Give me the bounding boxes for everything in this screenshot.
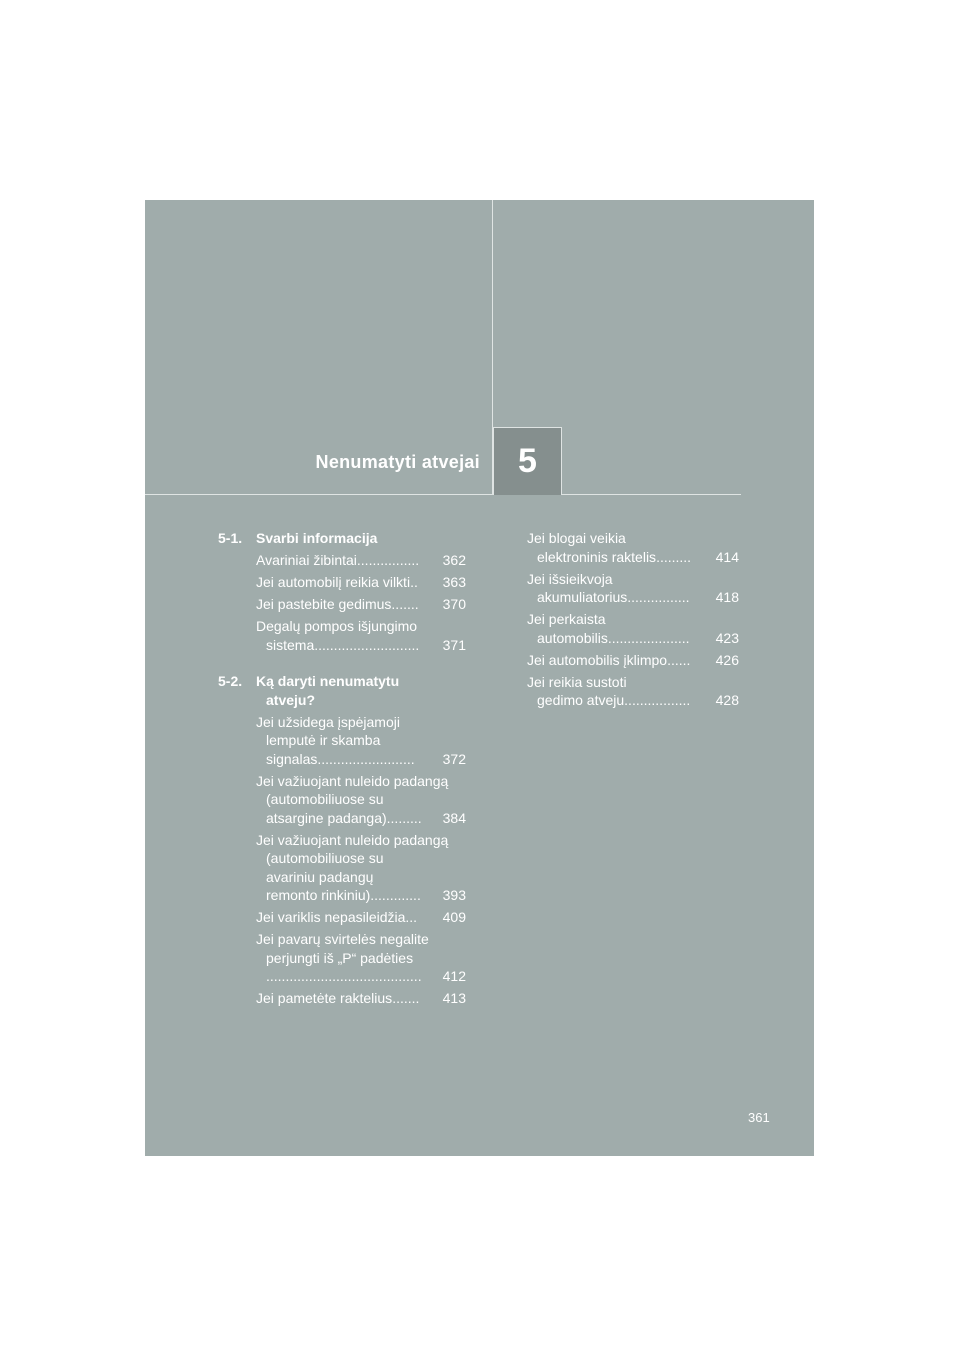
toc-leader-dots: ......... bbox=[656, 548, 692, 565]
toc-entry-line: Jei išsieikvoja bbox=[527, 570, 613, 587]
section-title-line: Ką daryti nenumatytu bbox=[256, 673, 400, 689]
toc-leader-dots: ........................................ bbox=[266, 968, 422, 984]
toc-page-ref: 409 bbox=[442, 909, 466, 925]
toc-entry-last-line bbox=[527, 629, 739, 648]
toc-entry-last-line bbox=[256, 573, 466, 592]
chapter-title: Nenumatyti atvejai bbox=[315, 452, 480, 472]
toc-leader-dots: ...................... bbox=[329, 750, 415, 767]
toc-leader-dots: ................ bbox=[627, 589, 690, 605]
toc-entry-line: Jei važiuojant nuleido padangą bbox=[256, 831, 449, 848]
toc-leader-dots: ................. bbox=[624, 692, 691, 708]
toc-entry-text: remonto rinkiniu) bbox=[266, 887, 371, 903]
section-number: 5-1. bbox=[218, 530, 243, 546]
toc-entry[interactable] bbox=[527, 529, 739, 566]
toc-leader-dots: ................ bbox=[356, 552, 420, 568]
toc-entry-last-line bbox=[256, 989, 466, 1008]
toc-entry-text: Jei pametėte raktelius bbox=[256, 990, 393, 1006]
toc-right-column bbox=[527, 529, 739, 710]
toc-entry[interactable] bbox=[256, 713, 466, 769]
toc-entry-last-line bbox=[256, 595, 466, 614]
toc-entry[interactable] bbox=[256, 573, 466, 592]
section-entries bbox=[256, 713, 466, 1008]
toc-entry-line: lemputė ir skamba bbox=[266, 732, 381, 748]
toc-entry-line: Jei pavarų svirtelės negalite bbox=[256, 931, 429, 947]
toc-leader-dots: ......... bbox=[386, 809, 422, 826]
toc-entry[interactable] bbox=[527, 570, 739, 607]
chapter-number: 5 bbox=[518, 442, 537, 480]
toc-page-ref: 363 bbox=[442, 574, 466, 590]
toc-entry-last-line bbox=[256, 886, 466, 905]
toc-leader-dots: ...... bbox=[667, 651, 691, 668]
toc-page-ref: 370 bbox=[442, 596, 466, 612]
toc-entry-text: Jei automobilis įklimpo bbox=[527, 651, 668, 668]
divider-horizontal bbox=[145, 494, 741, 495]
toc-page-ref: 413 bbox=[442, 990, 466, 1006]
toc-entry-last-line bbox=[256, 551, 466, 570]
toc-entry[interactable] bbox=[527, 651, 739, 670]
toc-entry-line: Jei reikia sustoti bbox=[527, 673, 627, 690]
toc-page-ref: 372 bbox=[442, 750, 466, 767]
toc-leader-dots: ....... bbox=[391, 596, 419, 612]
toc-page-ref: 412 bbox=[442, 968, 466, 984]
toc-entry-text: automobilis bbox=[537, 629, 608, 646]
toc-entry-last-line bbox=[527, 651, 739, 670]
toc-leader-dots: ... bbox=[405, 909, 418, 925]
toc-page-ref: 423 bbox=[715, 629, 739, 646]
toc-leader-dots: ........................... bbox=[314, 636, 420, 653]
toc-entry-last-line bbox=[256, 908, 466, 927]
toc-entry-last-line bbox=[256, 636, 466, 655]
toc-leader-dots: ............. bbox=[370, 887, 421, 903]
toc-entry[interactable] bbox=[256, 930, 466, 986]
toc-entry[interactable] bbox=[256, 831, 466, 905]
toc-entry-line: Degalų pompos išjungimo bbox=[256, 618, 418, 634]
toc-entry-text: Jei automobilį reikia vilkti bbox=[256, 574, 411, 590]
toc-entry[interactable] bbox=[527, 610, 739, 647]
toc-entry-line: avariniu padangų bbox=[266, 868, 374, 885]
toc-entry[interactable] bbox=[256, 772, 466, 828]
section-heading bbox=[218, 529, 466, 548]
section-heading bbox=[218, 672, 466, 709]
toc-page-ref: 384 bbox=[442, 809, 466, 826]
toc-page-ref: 371 bbox=[442, 636, 466, 653]
toc-entry-last-line bbox=[527, 548, 739, 567]
toc-page-ref: 414 bbox=[715, 548, 739, 565]
toc-entry-text: akumuliatorius bbox=[537, 589, 628, 605]
section-title bbox=[256, 672, 466, 709]
toc-entry[interactable] bbox=[256, 908, 466, 927]
section-number: 5-2. bbox=[218, 673, 243, 689]
toc-entry-last-line bbox=[527, 691, 739, 710]
section-entries bbox=[256, 551, 466, 654]
toc-entry-last-line bbox=[256, 809, 466, 828]
toc-leader-dots: ....... bbox=[392, 990, 420, 1006]
toc-entry-text: signalas... bbox=[266, 750, 330, 767]
toc-entry[interactable] bbox=[256, 989, 466, 1008]
toc-entry-line: (automobiliuose su bbox=[266, 791, 384, 807]
toc-left-column bbox=[218, 529, 466, 1008]
toc-page-ref: 428 bbox=[715, 692, 739, 708]
toc-entry-line: Jei perkaista bbox=[527, 611, 606, 627]
toc-entry-text: sistema bbox=[266, 636, 315, 653]
toc-entry-text: atsargine padanga) bbox=[266, 809, 387, 826]
toc-entry[interactable] bbox=[527, 673, 739, 710]
toc-entry-text: gedimo atveju bbox=[537, 692, 625, 708]
toc-entry-line: Jei blogai veikia bbox=[527, 530, 626, 546]
section-title-line: atveju? bbox=[266, 691, 316, 708]
toc-entry-last-line bbox=[256, 967, 466, 986]
toc-entry-text: Avariniai žibintai bbox=[256, 552, 357, 568]
toc-page-ref: 426 bbox=[715, 651, 739, 668]
toc-entry[interactable] bbox=[256, 551, 466, 570]
toc-leader-dots: ..................... bbox=[607, 629, 690, 646]
toc-entry-text: Jei pastebite gedimus bbox=[256, 596, 392, 612]
toc-entry-line: Jei užsidega įspėjamoji bbox=[256, 713, 400, 730]
section-title bbox=[256, 529, 466, 548]
page-number: 361 bbox=[748, 1110, 770, 1125]
toc-entry-last-line bbox=[527, 588, 739, 607]
toc-leader-dots: .. bbox=[410, 574, 418, 590]
toc-entry-last-line bbox=[256, 750, 466, 769]
toc-page-ref: 418 bbox=[715, 589, 739, 605]
chapter-number-box bbox=[493, 427, 562, 495]
toc-entry-line: perjungti iš „P“ padėties bbox=[266, 949, 414, 966]
toc-entry-text: elektroninis raktelis bbox=[537, 548, 657, 565]
toc-page-ref: 362 bbox=[442, 552, 466, 568]
toc-entry[interactable] bbox=[256, 595, 466, 614]
toc-entry-line: Jei važiuojant nuleido padangą bbox=[256, 772, 449, 789]
toc-entry[interactable] bbox=[256, 617, 466, 654]
toc-entry-line: (automobiliuose su bbox=[266, 850, 384, 866]
toc-entry-text: Jei variklis nepasileidžia bbox=[256, 909, 406, 925]
section-title-line: Svarbi informacija bbox=[256, 530, 378, 546]
toc-page-ref: 393 bbox=[442, 887, 466, 903]
